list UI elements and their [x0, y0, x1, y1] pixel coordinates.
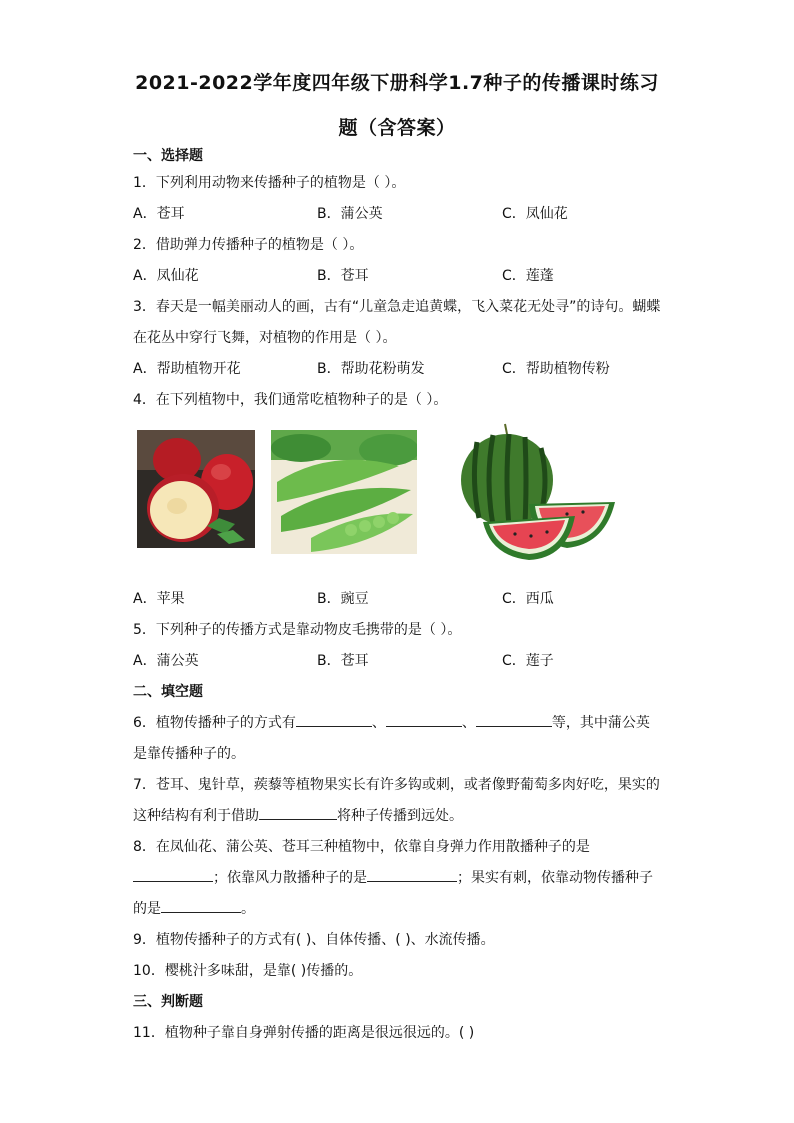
section-heading-judge: 三、判断题 [133, 994, 203, 1010]
question-10-stem: 10．樱桃汁多味甜，是靠( )传播的。 [133, 963, 363, 979]
question-8-text-2: ；果实有刺，依靠动物传播种子 [457, 870, 653, 886]
question-8-line2 [133, 867, 653, 887]
question-2-option-c: C．莲蓬 [502, 268, 554, 284]
question-5-option-c: C．莲子 [502, 653, 554, 669]
question-11-stem: 11．植物种子靠自身弹射传播的距离是很远很远的。( ) [133, 1025, 475, 1041]
question-1-option-b: B．蒲公英 [317, 206, 383, 222]
watermelon-image [455, 418, 620, 568]
question-4-option-b: B．豌豆 [317, 591, 369, 607]
question-6-line1 [133, 712, 650, 732]
section-heading-choice: 一、选择题 [133, 148, 203, 164]
question-8-line3 [133, 898, 255, 918]
question-6-separator: 、 [461, 715, 476, 731]
question-9-stem: 9．植物传播种子的方式有( )、自体传播、( )、水流传播。 [133, 932, 495, 948]
question-4-option-a: A．苹果 [133, 591, 185, 607]
answer-blank[interactable] [133, 867, 213, 882]
question-7-line2 [133, 805, 463, 825]
question-8-line1: 8．在凤仙花、蒲公英、苍耳三种植物中，依靠自身弹力作用散播种子的是 [133, 839, 590, 855]
question-2-option-b: B．苍耳 [317, 268, 369, 284]
document-title-line1: 2021-2022学年度四年级下册科学1.7种子的传播课时练习 [135, 72, 659, 94]
answer-blank[interactable] [296, 712, 372, 727]
question-3-option-a: A．帮助植物开花 [133, 361, 241, 377]
question-6-text-2: 等，其中蒲公英 [551, 715, 650, 731]
question-2-stem: 2．借助弹力传播种子的植物是（ ）。 [133, 237, 364, 253]
question-4-stem: 4．在下列植物中，我们通常吃植物种子的是（ ）。 [133, 392, 448, 408]
question-1-option-c: C．凤仙花 [502, 206, 568, 222]
question-3-stem-line2: 在花丛中穿行飞舞，对植物的作用是（ ）。 [133, 330, 397, 346]
question-7-text-2: 将种子传播到远处。 [337, 808, 463, 824]
answer-blank[interactable] [259, 805, 337, 820]
peas-image [271, 430, 417, 554]
question-4-option-c: C．西瓜 [502, 591, 554, 607]
question-6-text-1: 6．植物传播种子的方式有 [133, 715, 296, 731]
question-3-stem-line1: 3．春天是一幅美丽动人的画，古有“儿童急走追黄蝶，飞入菜花无处寻”的诗句。蝴蝶 [133, 299, 661, 315]
question-7-text-1: 这种结构有利于借助 [133, 808, 259, 824]
section-heading-fill: 二、填空题 [133, 684, 203, 700]
question-3-option-c: C．帮助植物传粉 [502, 361, 610, 377]
question-8-text-4: 。 [241, 901, 255, 917]
question-5-option-b: B．苍耳 [317, 653, 369, 669]
answer-blank[interactable] [367, 867, 457, 882]
question-5-option-a: A．蒲公英 [133, 653, 199, 669]
answer-blank[interactable] [386, 712, 462, 727]
question-7-line1: 7．苍耳、鬼针草，蒺藜等植物果实长有许多钩或刺，或者像野葡萄多肉好吃，果实的 [133, 777, 660, 793]
question-5-stem: 5．下列种子的传播方式是靠动物皮毛携带的是（ ）。 [133, 622, 462, 638]
answer-blank[interactable] [161, 898, 241, 913]
apple-image [137, 430, 255, 548]
question-3-option-b: B．帮助花粉萌发 [317, 361, 425, 377]
question-2-option-a: A．凤仙花 [133, 268, 199, 284]
question-1-option-a: A．苍耳 [133, 206, 185, 222]
question-6-separator: 、 [371, 715, 386, 731]
answer-blank[interactable] [476, 712, 552, 727]
question-8-text-1: ；依靠风力散播种子的是 [213, 870, 367, 886]
document-title-line2: 题（含答案） [338, 117, 456, 139]
question-6-line2: 是靠传播种子的。 [133, 746, 245, 762]
question-8-text-3: 的是 [133, 901, 161, 917]
question-1-stem: 1．下列利用动物来传播种子的植物是（ ）。 [133, 175, 406, 191]
